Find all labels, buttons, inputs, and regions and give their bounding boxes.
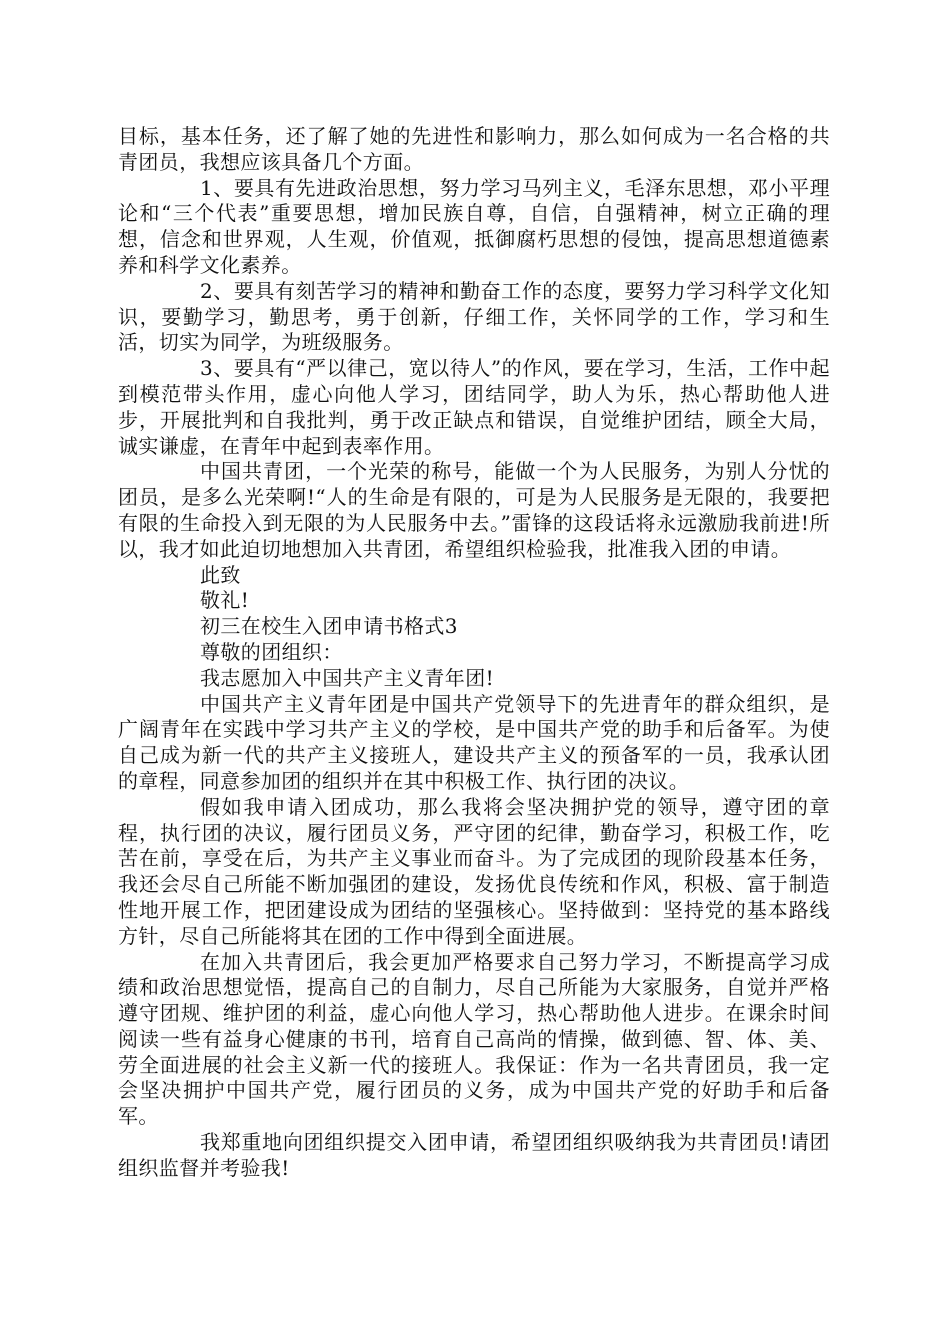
document-body (118, 124, 830, 1182)
paragraph-after-joining: 在加入共青团后，我会更加严格要求自己努力学习，不断提高学习成绩和政治思想觉悟，提高自己的自制力，尽自己所能为大家服务，自觉并严格遵守团规、维护团的利益，虚心向他人学习，热心帮助他人进步。在课余时间阅读一些有益身心健康的书刊，培育自己高尚的情操，做到德、智、体、美、劳全面进展的社会主义新一代的接班人。我保证：作为一名共青团员，我一定会坚决拥护中国共产党，履行团员的义务，成为中国共产党的好助手和后备军。 (118, 949, 830, 1129)
letter-greeting: 尊敬的团组织： (200, 639, 343, 664)
paragraph-final-request: 我郑重地向团组织提交入团申请，希望团组织吸纳我为共青团员!请团组织监督并考验我! (118, 1130, 830, 1180)
paragraph-league-description: 中国共产主义青年团是中国共产党领导下的先进青年的群众组织，是广阔青年在实践中学习共产主义的学校，是中国共产党的助手和后备军。为使自己成为新一代的共产主义接班人，建设共产主义的预备军的一员，我承认团的章程，同意参加团的组织并在其中积极工作、执行团的决议。 (118, 691, 830, 793)
letter-statement: 我志愿加入中国共产主义青年团! (200, 665, 495, 690)
paragraph-continued-intro: 目标，基本任务，还了解了她的先进性和影响力，那么如何成为一名合格的共青团员，我想应该具备几个方面。 (118, 124, 830, 174)
closing-salutation: 此致 (200, 562, 241, 587)
section-heading: 初三在校生入团申请书格式3 (200, 614, 458, 639)
paragraph-point-3: 3、要具有“严以律己，宽以待人”的作风，要在学习，生活，工作中起到模范带头作用，虚心向他人学习，团结同学，助人为乐，热心帮助他人进步，开展批判和自我批判，勇于改正缺点和错误，自觉维护团结，顾全大局，诚实谦虚，在青年中起到表率作用。 (118, 356, 830, 458)
paragraph-conclusion: 中国共青团，一个光荣的称号，能做一个为人民服务，为别人分忧的团员，是多么光荣啊!“人的生命是有限的，可是为人民服务是无限的，我要把有限的生命投入到无限的为人民服务中去。”雷锋的这段话将永远激励我前进!所以，我才如此迫切地想加入共青团，希望组织检验我，批准我入团的申请。 (118, 459, 830, 561)
closing-regards: 敬礼! (200, 588, 250, 613)
paragraph-point-1: 1、要具有先进政治思想，努力学习马列主义，毛泽东思想，邓小平理论和“三个代表”重要思想，增加民族自尊，自信，自强精神，树立正确的理想，信念和世界观，人生观，价值观，抵御腐朽思想的侵蚀，提高思想道德素养和科学文化素养。 (118, 175, 830, 277)
paragraph-commitment: 假如我申请入团成功，那么我将会坚决拥护党的领导，遵守团的章程，执行团的决议，履行团员义务，严守团的纪律，勤奋学习，积极工作，吃苦在前，享受在后，为共产主义事业而奋斗。为了完成团的现阶段基本任务，我还会尽自己所能不断加强团的建设，发扬优良传统和作风，积极、富于制造性地开展工作，把团建设成为团结的坚强核心。坚持做到：坚持党的基本路线方针，尽自己所能将其在团的工作中得到全面进展。 (118, 794, 830, 948)
paragraph-point-2: 2、要具有刻苦学习的精神和勤奋工作的态度，要努力学习科学文化知识，要勤学习，勤思考，勇于创新，仔细工作，关怀同学的工作，学习和生活，切实为同学，为班级服务。 (118, 278, 830, 355)
